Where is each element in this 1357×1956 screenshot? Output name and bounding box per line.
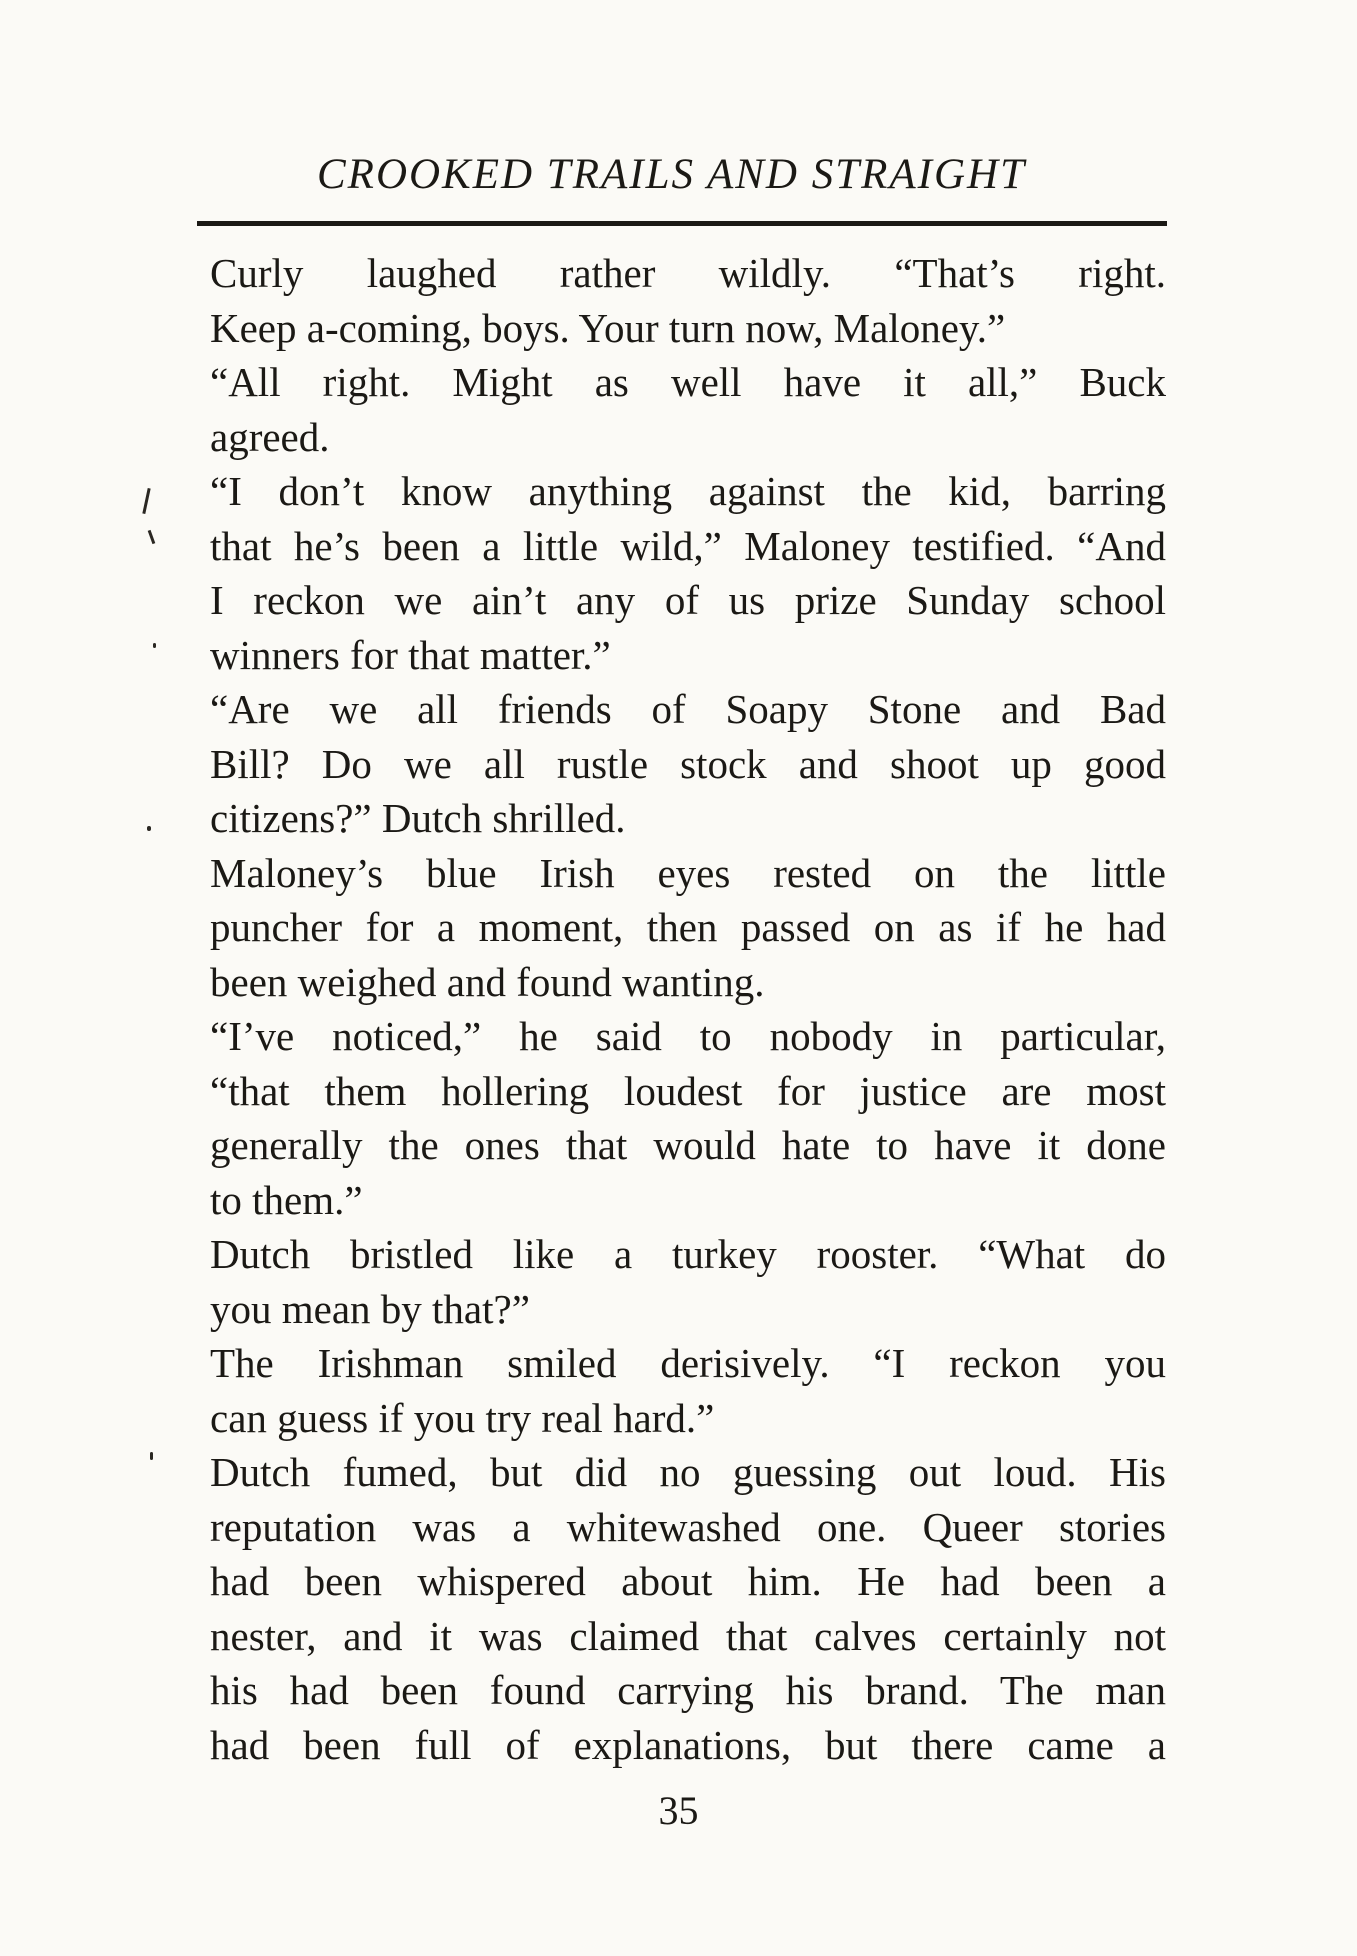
text-line: “I’ve noticed,” he said to nobody in particular, (210, 1013, 1166, 1059)
body-text (163, 246, 1166, 1772)
paragraph (163, 846, 1166, 1010)
scan-mark (142, 488, 150, 514)
text-line: “All right. Might as well have it all,” Buck (210, 359, 1166, 405)
text-line: you mean by that?” (210, 1285, 530, 1332)
text-line: The Irishman smiled derisively. “I reckon you (210, 1340, 1166, 1386)
text-line: “Are we all friends of Soapy Stone and Bad (210, 686, 1166, 732)
text-line: winners for that matter.” (210, 631, 611, 678)
scan-mark (147, 826, 151, 831)
text-line: Curly laughed rather wildly. “That’s right. (210, 250, 1166, 296)
text-line: “that them hollering loudest for justice are most (210, 1067, 1166, 1114)
text-line: “I don’t know anything against the kid, barring (210, 468, 1166, 514)
text-line: Bill? Do we all rustle stock and shoot up good (210, 740, 1166, 787)
text-line: agreed. (210, 413, 330, 460)
page-number: 35 (658, 1788, 699, 1833)
text-line: his had been found carrying his brand. The man (210, 1667, 1166, 1713)
text-line: Keep a-coming, boys. Your turn now, Maloney.” (210, 304, 1006, 351)
text-line: can guess if you try real hard.” (210, 1394, 715, 1441)
paragraph (163, 464, 1166, 682)
text-line: I reckon we ain’t any of us prize Sunday school (210, 577, 1166, 623)
text-line: generally the ones that would hate to have it done (210, 1122, 1166, 1168)
text-line: Dutch bristled like a turkey rooster. “What do (210, 1231, 1166, 1277)
text-line: to them.” (210, 1176, 363, 1223)
text-line: had been whispered about him. He had been a (210, 1558, 1166, 1604)
paragraph (163, 1336, 1166, 1445)
paragraph (163, 246, 1166, 355)
paragraph (163, 1227, 1166, 1336)
paragraph (163, 1009, 1166, 1227)
text-line: reputation was a whitewashed one. Queer stories (210, 1503, 1166, 1550)
paragraph (163, 682, 1166, 846)
scan-mark (148, 530, 156, 544)
text-line: citizens?” Dutch shrilled. (210, 795, 626, 841)
text-line: Dutch fumed, but did no guessing out loud. His (210, 1449, 1166, 1495)
text-line: been weighed and found wanting. (210, 958, 765, 1005)
running-head: CROOKED TRAILS AND STRAIGHT (317, 151, 1026, 198)
text-line: nester, and it was claimed that calves certainly not (210, 1612, 1166, 1659)
text-line: that he’s been a little wild,” Maloney testified. “And (210, 522, 1166, 569)
text-line: puncher for a moment, then passed on as if he had (210, 904, 1166, 950)
text-line: Maloney’s blue Irish eyes rested on the little (210, 849, 1166, 896)
paragraph (163, 355, 1166, 464)
paragraph (163, 1445, 1166, 1772)
scan-mark (153, 643, 156, 648)
scan-mark (150, 1452, 153, 1460)
text-line: had been full of explanations, but there came a (210, 1721, 1166, 1768)
header-rule (197, 221, 1167, 226)
